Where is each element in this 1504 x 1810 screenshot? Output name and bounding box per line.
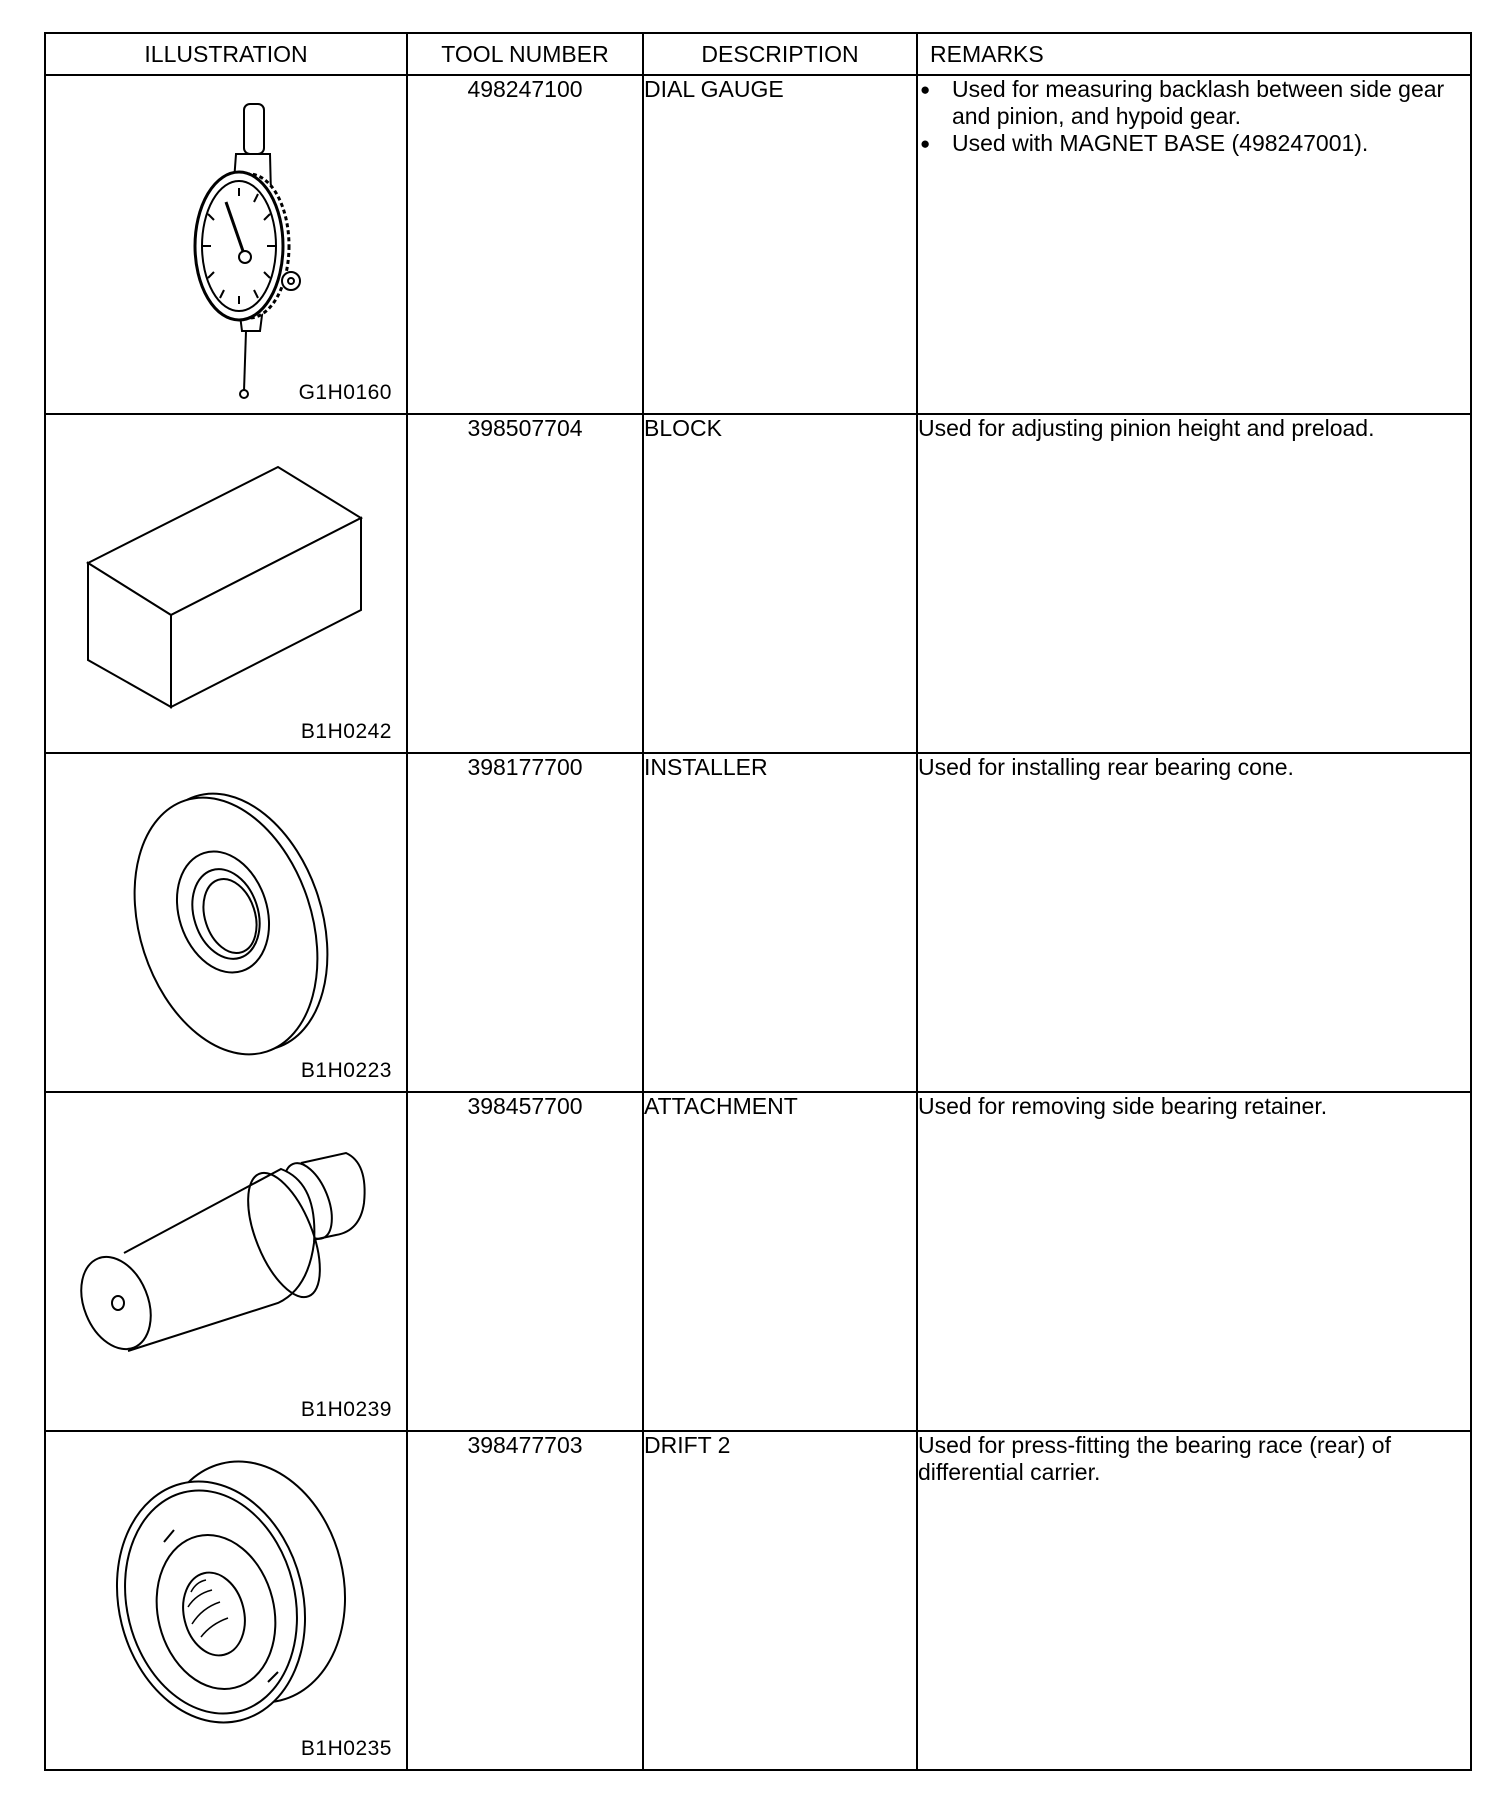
remark-item: ● Used with MAGNET BASE (498247001). xyxy=(918,130,1470,157)
dial-gauge-illustration xyxy=(46,76,408,413)
drift-illustration xyxy=(46,1432,408,1769)
tool-remarks: Used for installing rear bearing cone. xyxy=(917,753,1471,1092)
header-row xyxy=(45,33,1471,75)
figure-code: B1H0223 xyxy=(300,1059,392,1082)
illustration-cell xyxy=(45,75,407,414)
header-description: DESCRIPTION xyxy=(643,33,917,75)
figure-code: B1H0235 xyxy=(300,1737,392,1760)
figure-code: B1H0239 xyxy=(300,1398,392,1421)
attachment-illustration xyxy=(46,1093,408,1430)
tool-description: ATTACHMENT xyxy=(643,1092,917,1431)
header-tool-number: TOOL NUMBER xyxy=(407,33,643,75)
illustration-cell xyxy=(45,414,407,753)
tool-number: 398477703 xyxy=(407,1431,643,1770)
tool-number: 498247100 xyxy=(407,75,643,414)
tool-remarks xyxy=(917,75,1471,414)
tool-description: INSTALLER xyxy=(643,753,917,1092)
table-row xyxy=(45,75,1471,414)
illustration-cell xyxy=(45,1092,407,1431)
table-row xyxy=(45,1092,1471,1431)
tool-remarks: Used for press-fitting the bearing race (rear) of differential carrier. xyxy=(917,1431,1471,1770)
table-row xyxy=(45,1431,1471,1770)
figure-code: G1H0160 xyxy=(298,381,392,404)
table-row xyxy=(45,753,1471,1092)
figure-code: B1H0242 xyxy=(300,720,392,743)
tool-number: 398457700 xyxy=(407,1092,643,1431)
special-tools-table xyxy=(44,32,1472,1771)
remarks-list xyxy=(918,76,1470,157)
tool-number: 398507704 xyxy=(407,414,643,753)
installer-illustration xyxy=(46,754,408,1091)
tool-remarks: Used for removing side bearing retainer. xyxy=(917,1092,1471,1431)
illustration-cell xyxy=(45,753,407,1092)
tool-number: 398177700 xyxy=(407,753,643,1092)
header-remarks: REMARKS xyxy=(917,33,1471,75)
remark-item: ● Used for measuring backlash between side gear and pinion, and hypoid gear. xyxy=(918,76,1470,130)
tool-description: DIAL GAUGE xyxy=(643,75,917,414)
table-row xyxy=(45,414,1471,753)
header-illustration: ILLUSTRATION xyxy=(45,33,407,75)
tool-remarks: Used for adjusting pinion height and preload. xyxy=(917,414,1471,753)
block-illustration xyxy=(46,415,408,752)
tool-description: BLOCK xyxy=(643,414,917,753)
illustration-cell xyxy=(45,1431,407,1770)
tool-description: DRIFT 2 xyxy=(643,1431,917,1770)
